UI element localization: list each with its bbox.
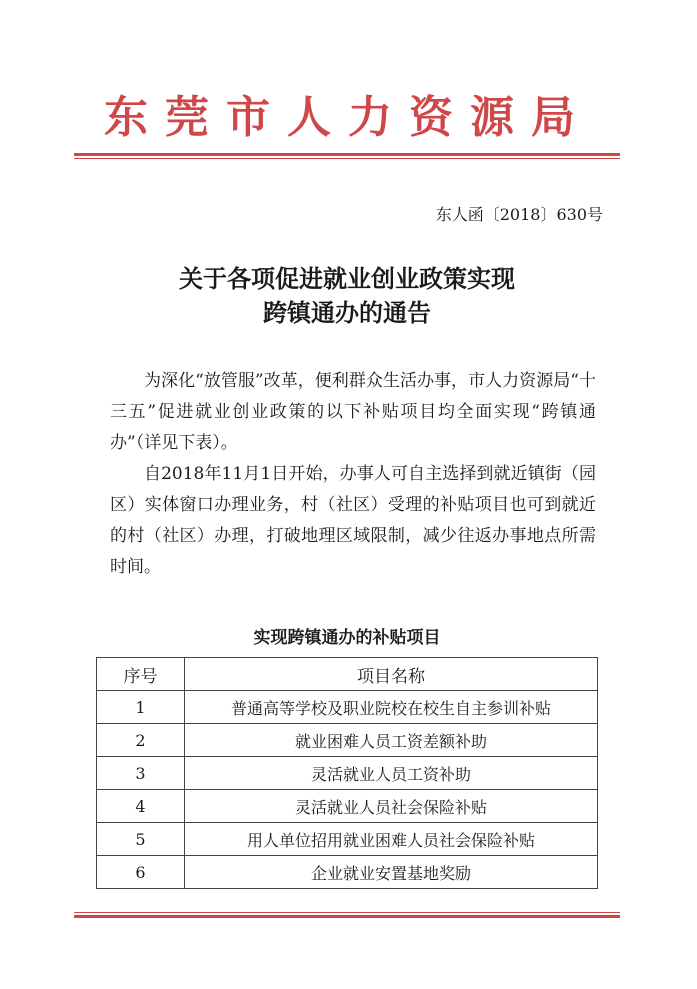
row-number: 4 [97, 790, 185, 823]
body-paragraph-1: 为深化“放管服”改革，便利群众生活办事，市人力资源局“十三五”促进就业创业政策的以下补贴项目均全面实现“跨镇通办”（详见下表）。 [110, 371, 596, 453]
row-number: 2 [97, 724, 185, 757]
row-number: 1 [97, 691, 185, 724]
column-header-name: 项目名称 [185, 658, 598, 691]
table-row [97, 691, 598, 724]
row-project-name: 用人单位招用就业困难人员社会保险补贴 [185, 823, 598, 856]
document-title-line-2: 跨镇通办的通告 [263, 298, 431, 327]
row-number: 5 [97, 823, 185, 856]
header-rule-thin [74, 158, 620, 159]
row-number: 3 [97, 757, 185, 790]
row-project-name: 灵活就业人员社会保险补贴 [185, 790, 598, 823]
row-number: 6 [97, 856, 185, 889]
row-project-name: 企业就业安置基地奖励 [185, 856, 598, 889]
document-title-line-1: 关于各项促进就业创业政策实现 [179, 264, 515, 293]
org-header-title: 东莞市人力资源局 [104, 92, 592, 143]
row-project-name: 灵活就业人员工资补助 [185, 757, 598, 790]
table-row [97, 724, 598, 757]
footer-rule-thick [74, 915, 620, 918]
table-row [97, 823, 598, 856]
body-paragraph-2: 自2018年11月1日开始，办事人可自主选择到就近镇街（园区）实体窗口办理业务，村（社区）受理的补贴项目也可到就近的村（社区）办理，打破地理区域限制，减少往返办事地点所需时间。 [110, 464, 596, 577]
table-row [97, 757, 598, 790]
row-project-name: 普通高等学校及职业院校在校生自主参训补贴 [185, 691, 598, 724]
column-header-no: 序号 [97, 658, 185, 691]
header-rule-thick [74, 153, 620, 156]
footer-rule-thin [74, 912, 620, 913]
table-row [97, 856, 598, 889]
document-number: 东人函〔2018〕630号 [435, 205, 603, 224]
row-project-name: 就业困难人员工资差额补助 [185, 724, 598, 757]
document-body [110, 366, 596, 583]
subsidy-table [96, 657, 598, 889]
table-caption: 实现跨镇通办的补贴项目 [253, 628, 441, 648]
table-row [97, 790, 598, 823]
document-title [74, 262, 620, 330]
table-header-row [97, 658, 598, 691]
